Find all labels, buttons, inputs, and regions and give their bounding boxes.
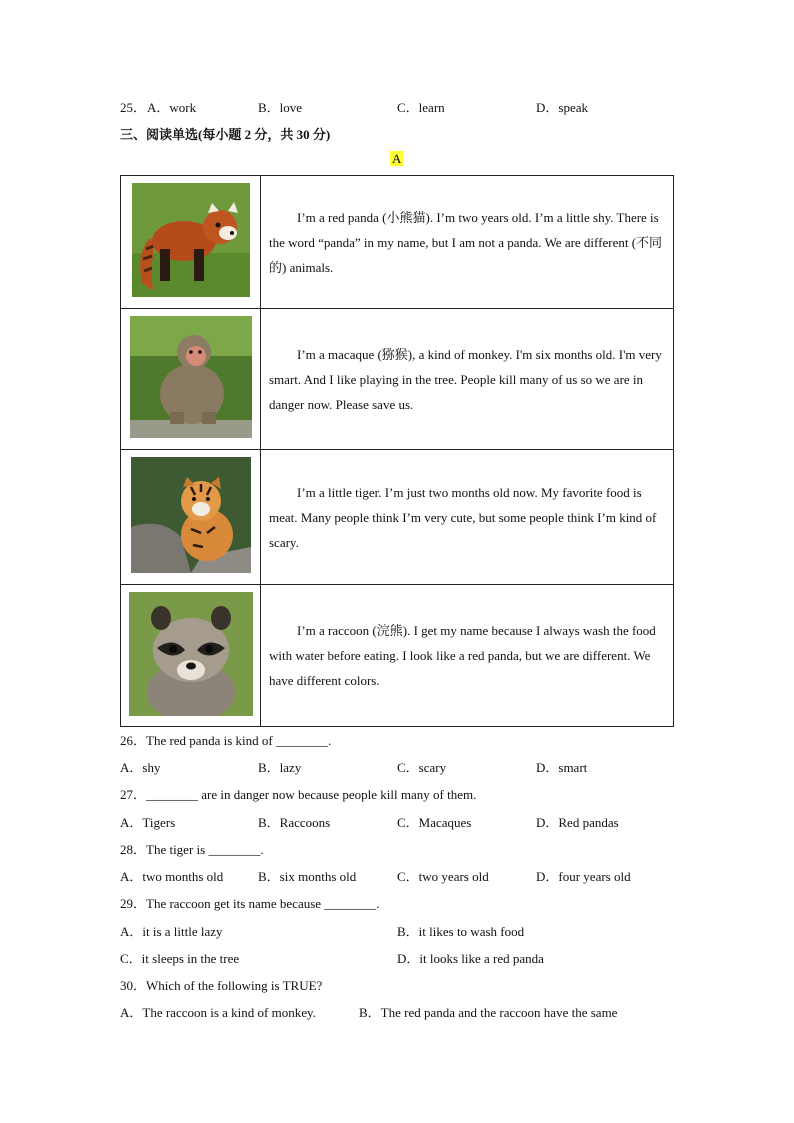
passage-row — [121, 176, 674, 309]
option-a: A．Tigers — [120, 815, 176, 830]
passage-row — [121, 450, 674, 585]
option-a: A．work — [147, 100, 197, 115]
passage-text-cell — [261, 309, 674, 450]
option-d: D．smart — [536, 760, 588, 775]
option-a: A．it is a little lazy — [120, 924, 223, 939]
section-title: 三、阅读单选(每小题 2 分，共 30 分) — [120, 127, 331, 142]
passage-image-cell — [121, 309, 261, 450]
option-d: D．it looks like a red panda — [397, 951, 544, 966]
option-b: B．love — [258, 100, 303, 115]
option-b: B．it likes to wash food — [397, 924, 525, 939]
passage-table — [120, 175, 674, 727]
passage-text-cell — [261, 176, 674, 309]
question-stem: 30．Which of the following is TRUE? — [120, 978, 323, 993]
passage-image-cell — [121, 585, 261, 727]
option-c: C．learn — [397, 100, 445, 115]
option-b: B．lazy — [258, 760, 302, 775]
question-stem: 29．The raccoon get its name because ________. — [120, 896, 380, 911]
option-b: B．Raccoons — [258, 815, 331, 830]
passage-label — [390, 151, 403, 167]
option-c: C．two years old — [397, 869, 489, 884]
red-panda-photo — [132, 183, 250, 297]
passage-text-cell — [261, 450, 674, 585]
option-d: D．four years old — [536, 869, 631, 884]
passage-label-text: A — [392, 151, 402, 166]
option-c: C．Macaques — [397, 815, 472, 830]
option-b: B．The red panda and the raccoon have the same — [359, 1005, 618, 1020]
question-stem: 26．The red panda is kind of ________. — [120, 733, 332, 748]
passage-text: I’m a little tiger. I’m just two months old now. My favorite food is meat. Many people think I’m very cute, but some people think I’m kind of scary. — [269, 484, 657, 550]
macaque-photo — [130, 316, 252, 438]
raccoon-photo — [129, 592, 253, 716]
question-stem: 28．The tiger is ________. — [120, 842, 264, 857]
option-c: C．scary — [397, 760, 447, 775]
option-c: C．it sleeps in the tree — [120, 951, 240, 966]
question-stem: 27．________ are in danger now because people kill many of them. — [120, 787, 477, 802]
passage-text: I’m a macaque (猕猴), a kind of monkey. I'm six months old. I'm very smart. And I like playing in the tree. People kill many of us so we are in danger now. Please save us. — [269, 346, 662, 412]
passage-image-cell — [121, 450, 261, 585]
option-a: A．two months old — [120, 869, 224, 884]
question-25-number: 25． — [120, 100, 147, 115]
tiger-cub-photo — [131, 457, 251, 573]
option-d: D．Red pandas — [536, 815, 619, 830]
passage-image-cell — [121, 176, 261, 309]
passage-text-cell — [261, 585, 674, 727]
passage-row — [121, 309, 674, 450]
option-b: B．six months old — [258, 869, 357, 884]
passage-text: I’m a red panda (小熊猫). I’m two years old. I’m a little shy. There is the word “panda” in my name, but I am not a panda. We are different (不同的) animals. — [269, 209, 663, 275]
passage-text: I’m a raccoon (浣熊). I get my name because I always wash the food with water before eating. I look like a red panda, but we are different. We have different colors. — [269, 623, 656, 688]
option-a: A．The raccoon is a kind of monkey. — [120, 1005, 316, 1020]
option-a: A．shy — [120, 760, 161, 775]
option-d: D．speak — [536, 100, 588, 115]
passage-row — [121, 585, 674, 727]
